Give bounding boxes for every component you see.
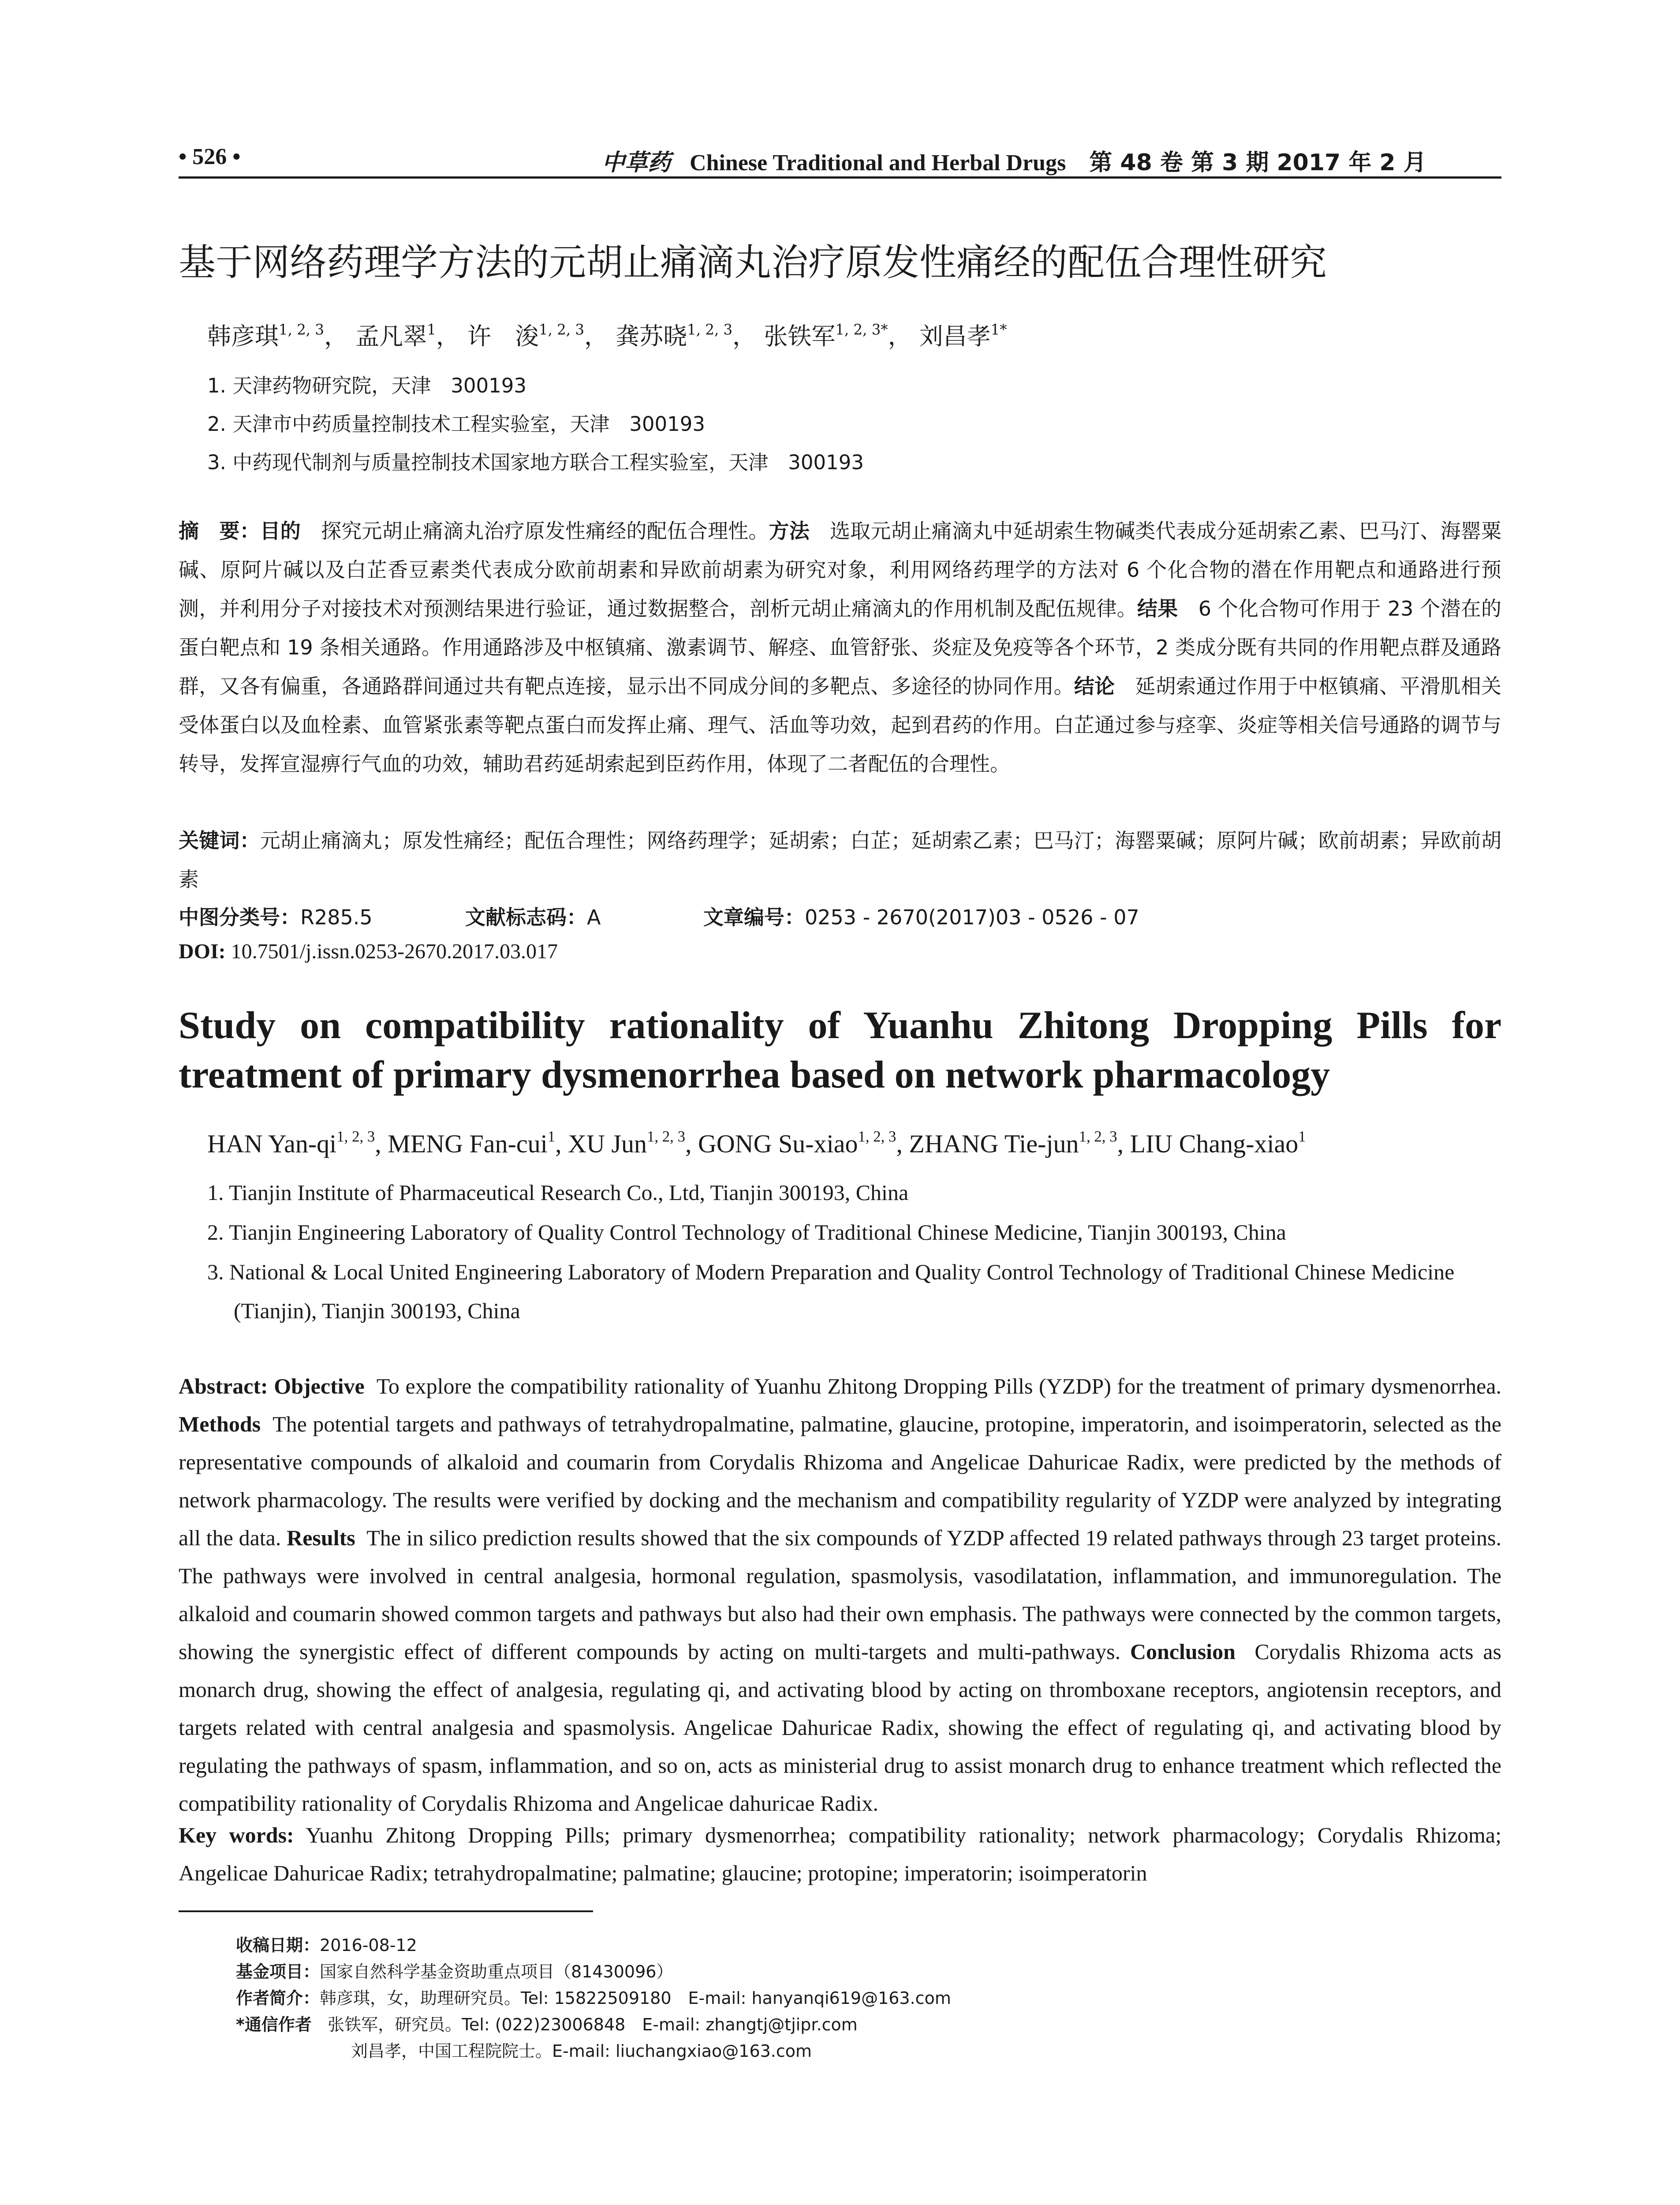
abstract-cn-results-label: 结果 xyxy=(1137,597,1178,620)
author-affil-mark: 1, 2, 3 xyxy=(858,1128,896,1145)
abstract-cn-objective: 探究元胡止痛滴丸治疗原发性痛经的配伍合理性。 xyxy=(300,519,769,543)
doc-code-value: A xyxy=(587,905,601,929)
header-rule xyxy=(179,176,1501,179)
fund-value: 国家自然科学基金资助重点项目（81430096） xyxy=(320,1962,673,1981)
abstract-en-conclusion-label: Conclusion xyxy=(1130,1639,1236,1664)
author-affil-mark: 1 xyxy=(1298,1128,1306,1145)
received-label: 收稿日期： xyxy=(236,1936,320,1955)
affiliation-cn-1: 1. 天津药物研究院，天津 300193 xyxy=(207,374,527,397)
abstract-en-objective-label: Objective xyxy=(274,1374,365,1398)
affiliation-cn-3: 3. 中药现代制剂与质量控制技术国家地方联合工程实验室，天津 300193 xyxy=(207,451,864,474)
received-value: 2016-08-12 xyxy=(320,1936,417,1955)
footnote-corresponding-2: 刘昌孝，中国工程院院士。E-mail: liuchangxiao@163.com xyxy=(351,2041,812,2061)
article-no-group xyxy=(703,901,1139,931)
keywords-cn xyxy=(179,821,1501,899)
article-no-label: 文章编号： xyxy=(703,905,805,929)
doc-code-label: 文献标志码： xyxy=(465,905,587,929)
author-cn: 许 浚 xyxy=(467,322,539,350)
keywords-cn-label: 关键词： xyxy=(179,829,260,852)
author-cn: 刘昌孝 xyxy=(919,322,991,350)
corresponding-value-1: 张铁军，研究员。Tel: (022)23006848 E-mail: zhangtj@tjipr.com xyxy=(328,2015,858,2034)
running-header xyxy=(179,140,1501,176)
authors-cn: 韩彦琪$^{1, 2, 3}$， 孟凡翠$^1$， 许 浚$^{1, 2, 3}$， 龚苏晓$^{1, 2, 3}$， 张铁军$^{1, 2, 3*}$， 刘昌孝$^{1*}$ xyxy=(207,321,1007,350)
keywords-cn-text: 元胡止痛滴丸；原发性痛经；配伍合理性；网络药理学；延胡索；白芷；延胡索乙素；巴马汀；海罂粟碱；原阿片碱；欧前胡素；异欧前胡素 xyxy=(179,829,1501,891)
title-cn: 基于网络药理学方法的元胡止痛滴丸治疗原发性痛经的配伍合理性研究 xyxy=(179,241,1327,284)
abstract-en-methods-label: Methods xyxy=(179,1412,261,1436)
author-cn: 张铁军 xyxy=(764,322,836,350)
author-affil-mark: 1, 2, 3 xyxy=(646,1128,685,1145)
journal-name xyxy=(602,144,1426,177)
abstract-cn-conclusion-label: 结论 xyxy=(1074,674,1115,698)
author-en: GONG Su-xiao xyxy=(698,1129,858,1158)
author-en: XU Jun xyxy=(568,1129,647,1158)
author-en: LIU Chang-xiao xyxy=(1130,1129,1299,1158)
affiliation-en-1: 1. Tianjin Institute of Pharmaceutical Research Co., Ltd, Tianjin 300193, China xyxy=(207,1180,909,1205)
footnote-received xyxy=(236,1932,417,1956)
title-en: Study on compatibility rationality of Yuanhu Zhitong Dropping Pills for treatment of primary dysmenorrhea based on network pharmacology xyxy=(179,1004,1501,1096)
abstract-cn xyxy=(179,512,1501,783)
author-bio-value: 韩彦琪，女，助理研究员。Tel: 15822509180 E-mail: hanyanqi619@163.com xyxy=(320,1988,951,2008)
author-affil-mark: 1 xyxy=(427,321,436,338)
author-affil-mark: 1* xyxy=(990,321,1007,338)
abstract-en-results-label: Results xyxy=(287,1525,355,1550)
doi-label: DOI: xyxy=(179,940,226,963)
abstract-cn-conclusion: 延胡索通过作用于中枢镇痛、平滑肌相关受体蛋白以及血栓素、血管紧张素等靶点蛋白而发挥止痛、理气、活血等功效，起到君药的作用。白芷通过参与痉挛、炎症等相关信号通路的调节与转导，发挥宣湿痹行气血的功效，辅助君药延胡索起到臣药作用，体现了二者配伍的合理性。 xyxy=(179,674,1501,776)
author-en: MENG Fan-cui xyxy=(388,1129,548,1158)
footnote-fund xyxy=(236,1958,673,1982)
abstract-cn-label: 摘 要： xyxy=(179,519,260,543)
classification-line xyxy=(179,901,1501,931)
keywords-en-label: Key words: xyxy=(179,1823,294,1847)
doi-value[interactable]: 10.7501/j.issn.0253-2670.2017.03.017 xyxy=(231,940,558,963)
fund-label: 基金项目： xyxy=(236,1962,320,1981)
footnote-rule xyxy=(179,1910,593,1912)
abstract-en-objective: To explore the compatibility rationality of Yuanhu Zhitong Dropping Pills (YZDP) for the treatment of primary dysmenorrhea. xyxy=(376,1374,1502,1398)
doc-code-group xyxy=(465,901,703,931)
affiliation-en-2: 2. Tianjin Engineering Laboratory of Quality Control Technology of Traditional Chinese Medicine, Tianjin 300193, China xyxy=(207,1220,1286,1245)
clc-value: R285.5 xyxy=(300,905,373,929)
abstract-en-methods: The potential targets and pathways of tetrahydropalmatine, palmatine, glaucine, protopine, imperatorin, and isoimperatorin, selected as the representative compounds of alkaloid and coumarin from Corydalis Rhizoma and Angelicae Dahuricae Radix, were predicted by the methods of network pharmacology. The results were verified by docking and the mechanism and compatibility regularity of YZDP were analyzed by integrating all the data. xyxy=(179,1412,1501,1550)
clc-label: 中图分类号： xyxy=(179,905,300,929)
clc-group xyxy=(179,901,465,931)
abstract-en-label: Abstract: xyxy=(179,1374,268,1398)
affiliation-cn-2: 2. 天津市中药质量控制技术工程实验室，天津 300193 xyxy=(207,412,706,436)
author-cn: 龚苏晓 xyxy=(616,322,687,350)
volume-issue: 第 48 卷 第 3 期 2017 年 2 月 xyxy=(1089,149,1426,176)
footnote-corresponding xyxy=(236,2011,858,2035)
keywords-en-text: Yuanhu Zhitong Dropping Pills; primary dysmenorrhea; compatibility rationality; network pharmacology; Corydalis Rhizoma; Angelicae Dahuricae Radix; tetrahydropalmatine; palmatine; glaucine; protopine; imperatorin; isoimperatorin xyxy=(179,1823,1501,1885)
author-cn: 孟凡翠 xyxy=(355,322,427,350)
author-affil-mark: 1, 2, 3 xyxy=(1079,1128,1117,1145)
author-bio-label: 作者简介： xyxy=(236,1988,320,2008)
author-affil-mark: 1, 2, 3 xyxy=(687,321,733,338)
authors-en: HAN Yan-qi$^{1, 2, 3}$, MENG Fan-cui$^1$, XU Jun$^{1, 2, 3}$, GONG Su-xiao$^{1, 2, 3}$, ZHANG Tie-jun$^{1, 2, 3}$, LIU Chang-xiao$^1$ xyxy=(207,1128,1306,1158)
author-affil-mark: 1, 2, 3* xyxy=(835,321,888,338)
author-cn: 韩彦琪 xyxy=(207,322,279,350)
abstract-cn-results: 6 个化合物可作用于 23 个潜在的蛋白靶点和 19 条相关通路。作用通路涉及中枢镇痛、激素调节、解痉、血管舒张、炎症及免疫等各个环节，2 类成分既有共同的作用靶点群及通路群，又各有偏重，各通路群间通过共有靶点连接，显示出不同成分间的多靶点、多途径的协同作用。 xyxy=(179,597,1502,698)
author-affil-mark: 1 xyxy=(547,1128,556,1145)
footnote-author xyxy=(236,1984,951,2009)
journal-name-en: Chinese Traditional and Herbal Drugs xyxy=(690,150,1066,176)
author-affil-mark: 1, 2, 3 xyxy=(538,321,584,338)
abstract-en xyxy=(179,1367,1501,1822)
abstract-cn-methods: 选取元胡止痛滴丸中延胡索生物碱类代表成分延胡索乙素、巴马汀、海罂粟碱、原阿片碱以及白芷香豆素类代表成分欧前胡素和异欧前胡素为研究对象，利用网络药理学的方法对 6 个化合物的潜在作用靶点和通路进行预测，并利用分子对接技术对预测结果进行验证，通过数据整合，剖析元胡止痛滴丸的作用机制及配伍规律。 xyxy=(179,519,1501,620)
abstract-en-conclusion: Corydalis Rhizoma acts as monarch drug, showing the effect of analgesia, regulating qi, and activating blood by acting on thromboxane receptors, angiotensin receptors, and targets related with central analgesia and spasmolysis. Angelicae Dahuricae Radix, showing the effect of regulating qi, and activating blood by regulating the pathways of spasm, inflammation, and so on, acts as ministerial drug to assist monarch drug to enhance treatment which reflected the compatibility rationality of Corydalis Rhizoma and Angelicae dahuricae Radix. xyxy=(179,1639,1501,1816)
abstract-en-results: The in silico prediction results showed that the six compounds of YZDP affected 19 related pathways through 23 target proteins. The pathways were involved in central analgesia, hormonal regulation, spasmolysis, vasodilatation, inflammation, and immunoregulation. The alkaloid and coumarin showed common targets and pathways but also had their own emphasis. The pathways were connected by the common targets, showing the synergistic effect of different compounds by acting on multi-targets and multi-pathways. xyxy=(179,1525,1502,1664)
author-affil-mark: 1, 2, 3 xyxy=(279,321,325,338)
abstract-cn-objective-label: 目的 xyxy=(260,519,301,543)
journal-name-cn: 中草药 xyxy=(602,149,671,176)
author-affil-mark: 1, 2, 3 xyxy=(336,1128,375,1145)
author-en: HAN Yan-qi xyxy=(207,1129,337,1158)
article-no-value: 0253 - 2670(2017)03 - 0526 - 07 xyxy=(805,905,1139,929)
affiliation-en-3: 3. National & Local United Engineering Laboratory of Modern Preparation and Quality Control Technology of Traditional Chinese Medicine (Tianjin), Tianjin 300193, China xyxy=(207,1259,1455,1323)
keywords-en xyxy=(179,1816,1501,1892)
page-number: • 526 • xyxy=(179,144,241,169)
abstract-cn-methods-label: 方法 xyxy=(769,519,810,543)
author-en: ZHANG Tie-jun xyxy=(909,1129,1079,1158)
corresponding-label: *通信作者 xyxy=(236,2015,312,2034)
doi xyxy=(179,939,558,964)
